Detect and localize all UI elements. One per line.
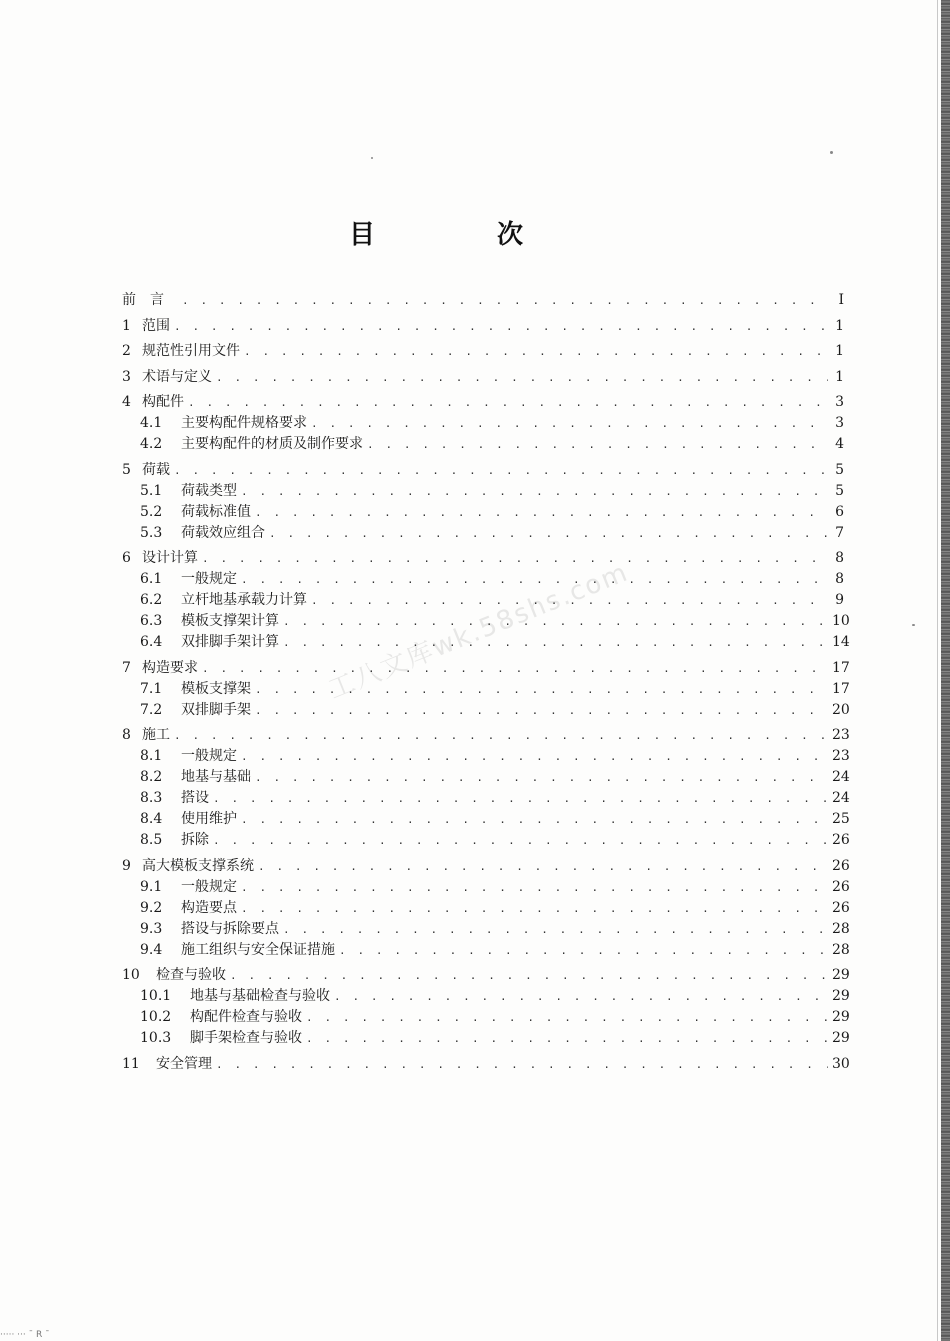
- toc-page-number: 29: [832, 988, 850, 1004]
- toc-page-number: 10: [832, 613, 850, 629]
- toc-entry-title: 施工: [142, 727, 170, 743]
- toc-page-number: 6: [835, 503, 844, 520]
- toc-dot-leader: [174, 460, 828, 481]
- toc-page-number: 29: [832, 1009, 850, 1025]
- toc-section-entry[interactable]: [122, 700, 850, 721]
- toc-page-number: 30: [832, 1055, 850, 1072]
- toc-dot-leader: [202, 548, 828, 569]
- toc-page-number: 7: [835, 524, 844, 541]
- toc-section-entry[interactable]: [122, 767, 850, 788]
- toc-entry-title: 荷载类型: [181, 482, 237, 499]
- toc-section-entry[interactable]: [122, 877, 850, 898]
- toc-page-number: 14: [832, 634, 850, 650]
- toc-page-number: I: [838, 292, 844, 308]
- toc-entry-number: 9: [122, 857, 131, 874]
- toc-dot-leader: [311, 413, 828, 434]
- toc-page-number: 25: [832, 811, 850, 827]
- toc-entry-number: 5.3: [140, 524, 163, 541]
- toc-page-number: 29: [832, 967, 850, 983]
- toc-entry-number: 9.3: [140, 920, 163, 937]
- toc-chapter-entry[interactable]: [122, 392, 844, 413]
- toc-dot-leader: [339, 940, 828, 961]
- watermark-text: 工八文库wk.58shs.com: [324, 557, 634, 706]
- toc-section-entry[interactable]: [122, 632, 850, 653]
- toc-entry-title: 一般规定: [181, 748, 237, 764]
- toc-entry-title: 双排脚手架: [181, 701, 251, 718]
- toc-entry-title: 地基与基础检查与验收: [190, 988, 330, 1004]
- toc-page-number: 28: [832, 941, 850, 958]
- page-title: 目 次: [348, 220, 571, 250]
- toc-chapter-entry[interactable]: [122, 725, 850, 746]
- toc-page-number: 26: [832, 832, 850, 848]
- toc-entry-title: 规范性引用文件: [142, 343, 240, 359]
- toc-entry-number: 8.5: [140, 832, 163, 848]
- toc-dot-leader: [174, 725, 828, 746]
- scan-edge-shadow: [941, 0, 950, 1341]
- toc-page-number: 5: [835, 482, 844, 499]
- toc-section-entry[interactable]: [122, 481, 844, 502]
- toc-chapter-entry[interactable]: [122, 856, 850, 877]
- toc-entry-title: 构造要求: [142, 659, 198, 676]
- toc-entry-number: 10.3: [140, 1030, 172, 1046]
- toc-section-entry[interactable]: [122, 434, 844, 455]
- toc-page-number: 20: [832, 701, 850, 718]
- toc-section-entry[interactable]: [122, 788, 850, 809]
- toc-entry-number: 5: [122, 461, 131, 478]
- toc-dot-leader: [255, 700, 828, 721]
- toc-entry-title: 安全管理: [156, 1055, 212, 1072]
- toc-entry-number: 9.2: [140, 899, 163, 916]
- toc-entry-number: 8.3: [140, 790, 163, 806]
- toc-page-number: 9: [835, 592, 844, 608]
- toc-dot-leader: [306, 1007, 828, 1028]
- toc-entry-number: 4.1: [140, 415, 163, 431]
- toc-entry-number: 11: [122, 1055, 140, 1072]
- toc-dot-leader: [241, 746, 828, 767]
- toc-chapter-entry[interactable]: [122, 367, 844, 388]
- toc-page-number: 5: [835, 461, 844, 478]
- toc-entry-number: 5.1: [140, 482, 163, 499]
- toc-entry-title: 高大模板支撑系统: [142, 857, 254, 874]
- toc-chapter-entry[interactable]: [122, 548, 844, 569]
- toc-section-entry[interactable]: [122, 413, 844, 434]
- toc-page-number: 3: [835, 415, 844, 431]
- toc-chapter-entry[interactable]: [122, 460, 844, 481]
- toc-entry-title: 范围: [142, 317, 170, 334]
- toc-entry-number: 8.2: [140, 769, 163, 785]
- toc-dot-leader: [283, 632, 828, 653]
- toc-entry-title: 立杆地基承载力计算: [181, 592, 307, 608]
- toc-entry-number: 7.1: [140, 680, 163, 697]
- toc-dot-leader: [188, 392, 828, 413]
- toc-entry-title: 施工组织与安全保证措施: [181, 941, 335, 958]
- toc-dot-leader: [213, 830, 828, 851]
- toc-entry-number: 10: [122, 967, 140, 983]
- toc-section-entry[interactable]: [122, 1007, 850, 1028]
- toc-dot-leader: [241, 898, 828, 919]
- toc-entry-number: 1: [122, 317, 131, 334]
- toc-entry-title: 术语与定义: [142, 368, 212, 385]
- toc-entry-title: 一般规定: [181, 878, 237, 895]
- toc-section-entry[interactable]: [122, 590, 844, 611]
- toc-entry-number: 4: [122, 394, 131, 410]
- toc-page-number: 1: [835, 368, 844, 385]
- toc-page-number: 3: [835, 394, 844, 410]
- toc-entry-number: 6: [122, 550, 131, 566]
- toc-dot-leader: [241, 809, 828, 830]
- toc-entry-title: 主要构配件的材质及制作要求: [181, 436, 363, 452]
- toc-entry-number: 7.2: [140, 701, 163, 718]
- toc-chapter-entry[interactable]: [122, 1054, 850, 1075]
- toc-entry-number: 7: [122, 659, 131, 676]
- toc-section-entry[interactable]: [122, 1028, 850, 1049]
- toc-entry-number: 6.1: [140, 571, 163, 587]
- toc-entry-title: 模板支撑架: [181, 680, 251, 697]
- toc-section-entry[interactable]: [122, 898, 850, 919]
- toc-page-number: 26: [832, 878, 850, 895]
- toc-dot-leader: [311, 590, 828, 611]
- toc-entry-number: 10.2: [140, 1009, 172, 1025]
- toc-entry-title: 构配件检查与验收: [190, 1009, 302, 1025]
- toc-dot-leader: [216, 367, 828, 388]
- toc-page-number: 17: [832, 680, 850, 697]
- toc-entry-number: 4.2: [140, 436, 163, 452]
- toc-entry-title: 前言: [122, 292, 178, 308]
- toc-entry-number: 6.2: [140, 592, 163, 608]
- toc-dot-leader: [283, 919, 828, 940]
- toc-page-number: 29: [832, 1030, 850, 1046]
- toc-dot-leader: [255, 679, 828, 700]
- toc-entry-number: 8.1: [140, 748, 163, 764]
- toc-entry-title: 地基与基础: [181, 769, 251, 785]
- toc-entry-number: 8.4: [140, 811, 163, 827]
- toc-entry-number: 5.2: [140, 503, 163, 520]
- toc-chapter-entry[interactable]: [122, 290, 844, 311]
- toc-chapter-entry[interactable]: [122, 658, 850, 679]
- toc-dot-leader: [255, 502, 828, 523]
- toc-dot-leader: [202, 658, 828, 679]
- toc-entry-number: 9.1: [140, 878, 163, 895]
- toc-dot-leader: [283, 611, 828, 632]
- toc-entry-number: 6.3: [140, 613, 163, 629]
- toc-section-entry[interactable]: [122, 746, 850, 767]
- toc-dot-leader: [306, 1028, 828, 1049]
- scan-speck: [912, 624, 915, 626]
- toc-section-entry[interactable]: [122, 611, 850, 632]
- toc-page-number: 4: [835, 436, 844, 452]
- toc-dot-leader: [216, 1054, 828, 1075]
- toc-entry-number: 6.4: [140, 634, 163, 650]
- toc-entry-title: 搭设: [181, 790, 209, 806]
- toc-entry-title: 双排脚手架计算: [181, 634, 279, 650]
- toc-entry-title: 构造要点: [181, 899, 237, 916]
- toc-entry-title: 使用维护: [181, 811, 237, 827]
- toc-page-number: 23: [832, 727, 850, 743]
- toc-dot-leader: [241, 481, 828, 502]
- toc-entry-title: 设计计算: [142, 550, 198, 566]
- toc-entry-title: 荷载效应组合: [181, 524, 265, 541]
- toc-entry-title: 一般规定: [181, 571, 237, 587]
- toc-section-entry[interactable]: [122, 986, 850, 1007]
- toc-entry-number: 10.1: [140, 988, 172, 1004]
- scan-speck: [830, 151, 833, 154]
- toc-section-entry[interactable]: [122, 569, 844, 590]
- table-of-contents: [122, 290, 850, 1075]
- toc-dot-leader: [241, 569, 828, 590]
- toc-entry-number: 8: [122, 727, 131, 743]
- toc-page-number: 1: [835, 343, 844, 359]
- toc-chapter-entry[interactable]: [122, 316, 844, 337]
- toc-dot-leader: [367, 434, 828, 455]
- toc-dot-leader: [255, 767, 828, 788]
- toc-page-number: 8: [835, 571, 844, 587]
- toc-page-number: 24: [832, 769, 850, 785]
- toc-dot-leader: [244, 341, 828, 362]
- toc-entry-title: 搭设与拆除要点: [181, 920, 279, 937]
- toc-entry-title: 模板支撑架计算: [181, 613, 279, 629]
- toc-section-entry[interactable]: [122, 940, 850, 961]
- toc-dot-leader: [213, 788, 828, 809]
- toc-page-number: 26: [832, 899, 850, 916]
- toc-page-number: 28: [832, 920, 850, 937]
- toc-entry-title: 主要构配件规格要求: [181, 415, 307, 431]
- toc-section-entry[interactable]: [122, 830, 850, 851]
- toc-dot-leader: [258, 856, 828, 877]
- toc-dot-leader: [174, 316, 828, 337]
- toc-entry-title: 检查与验收: [156, 967, 226, 983]
- toc-section-entry[interactable]: [122, 502, 844, 523]
- toc-section-entry[interactable]: [122, 919, 850, 940]
- toc-entry-title: 脚手架检查与验收: [190, 1030, 302, 1046]
- toc-entry-title: 拆除: [181, 832, 209, 848]
- toc-dot-leader: [182, 290, 828, 311]
- toc-entry-title: 荷载: [142, 461, 170, 478]
- toc-entry-number: 2: [122, 343, 131, 359]
- toc-entry-number: 3: [122, 368, 131, 385]
- toc-page-number: 17: [832, 659, 850, 676]
- toc-page-number: 8: [835, 550, 844, 566]
- toc-section-entry[interactable]: [122, 809, 850, 830]
- toc-dot-leader: [230, 965, 828, 986]
- toc-chapter-entry[interactable]: [122, 965, 850, 986]
- toc-dot-leader: [269, 523, 828, 544]
- toc-entry-number: 9.4: [140, 941, 163, 958]
- scan-speck: [371, 157, 373, 159]
- toc-page-number: 1: [835, 317, 844, 334]
- toc-entry-title: 构配件: [142, 394, 184, 410]
- toc-page-number: 26: [832, 857, 850, 874]
- toc-section-entry[interactable]: [122, 679, 850, 700]
- scan-footer-artifact: ····· ··· ¯ R ¯: [0, 1330, 50, 1340]
- toc-section-entry[interactable]: [122, 523, 844, 544]
- toc-dot-leader: [334, 986, 828, 1007]
- toc-page-number: 24: [832, 790, 850, 806]
- toc-dot-leader: [241, 877, 828, 898]
- toc-page-number: 23: [832, 748, 850, 764]
- toc-chapter-entry[interactable]: [122, 341, 844, 362]
- toc-entry-title: 荷载标准值: [181, 503, 251, 520]
- scan-edge-line: [937, 0, 938, 1341]
